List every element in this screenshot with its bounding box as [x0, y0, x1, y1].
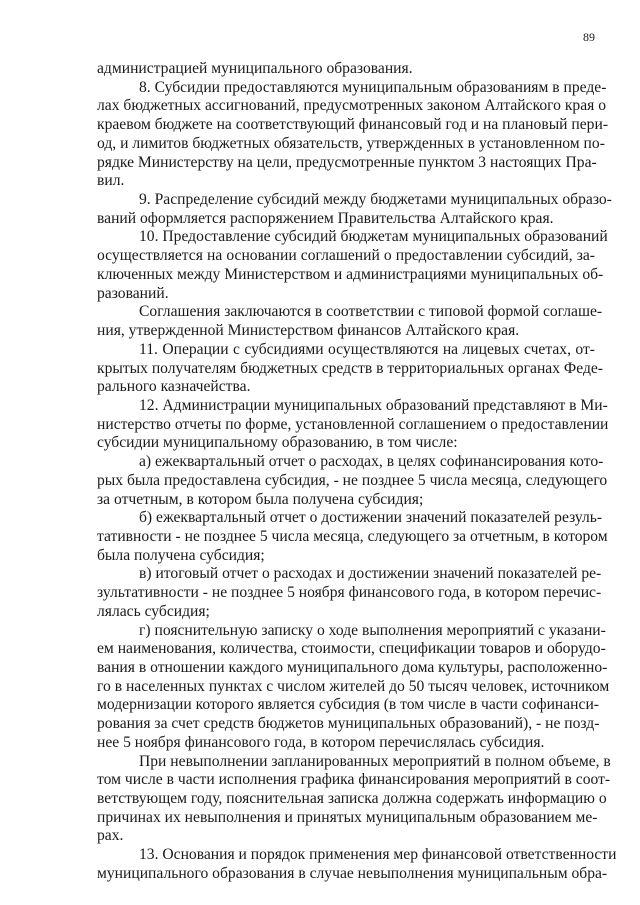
- text-line: Соглашения заключаются в соответствии с типовой формой соглаше-: [139, 303, 603, 321]
- text-line: ваний оформляется распоряжением Правительства Алтайского края.: [97, 209, 554, 227]
- text-line: осуществляется на основании соглашений о предоставлении субсидий, за-: [97, 247, 595, 265]
- page-number: 89: [583, 30, 595, 44]
- text-line: ем наименования, количества, стоимости, спецификации товаров и оборудо-: [97, 640, 606, 658]
- text-line: од, и лимитов бюджетных обязательств, утвержденных в установленном по-: [97, 134, 605, 152]
- text-line: рального казначейства.: [97, 378, 251, 396]
- text-line: муниципального образования в случае невыполнения муниципальным обра-: [97, 864, 608, 882]
- text-line: модернизации которого является субсидия (в том числе в части софинанси-: [97, 696, 599, 714]
- text-line: 11. Операции с субсидиями осуществляются на лицевых счетах, от-: [139, 340, 595, 358]
- text-line: 8. Субсидии предоставляются муниципальным образованиям в преде-: [139, 78, 607, 96]
- text-line: тативности - не позднее 5 числа месяца, следующего за отчетным, в котором: [97, 527, 608, 545]
- text-line: б) ежеквартальный отчет о достижении значений показателей резуль-: [139, 509, 603, 527]
- text-line: а) ежеквартальный отчет о расходах, в целях софинансирования кото-: [139, 453, 604, 471]
- text-line: г) пояснительную записку о ходе выполнения мероприятий с указани-: [139, 621, 606, 639]
- text-line: разований.: [97, 284, 169, 302]
- text-line: вания в отношении каждого муниципального дома культуры, расположенно-: [97, 659, 608, 676]
- text-line: в) итоговый отчет о расходах и достижении значений показателей ре-: [139, 565, 602, 583]
- text-line: лах бюджетных ассигнований, предусмотренных законом Алтайского края о: [97, 97, 607, 115]
- text-line: ния, утвержденной Министерством финансов Алтайского края.: [97, 322, 520, 340]
- text-line: субсидии муниципальному образованию, в том числе:: [97, 434, 458, 452]
- text-line: 12. Администрации муниципальных образований представляют в Ми-: [139, 396, 608, 414]
- text-line: 10. Предоставление субсидий бюджетам муниципальных образований: [139, 228, 608, 246]
- text-line: краевом бюджете на соответствующий финансовый год и на плановый пери-: [97, 116, 609, 134]
- text-line: 9. Распределение субсидий между бюджетами муниципальных образо-: [139, 191, 612, 209]
- document-body: [97, 60, 617, 884]
- text-line: го в населенных пунктах с числом жителей до 50 тысяч человек, источником: [97, 677, 610, 695]
- text-line: за отчетным, в котором была получена субсидия;: [97, 490, 424, 508]
- text-line: нистерство отчеты по форме, установленной соглашением о предоставлении: [97, 415, 609, 433]
- text-line: вил.: [97, 172, 125, 190]
- text-line: При невыполнении запланированных мероприятий в полном объеме, в: [139, 752, 611, 770]
- text-line: рования за счет средств бюджетов муниципальных образований), - не позд-: [97, 715, 600, 733]
- text-line: крытых получателям бюджетных средств в территориальных органах Феде-: [97, 359, 603, 377]
- text-line: рых была предоставлена субсидия, - не позднее 5 числа месяца, следующего: [97, 471, 608, 489]
- text-line: администрацией муниципального образования.: [97, 60, 413, 77]
- text-line: том числе в части исполнения графика финансирования мероприятий в соот-: [97, 771, 611, 789]
- text-line: рах.: [97, 827, 124, 845]
- text-line: причинах их невыполнения и принятых муниципальным образованием ме-: [97, 808, 598, 826]
- text-line: зультативности - не позднее 5 ноября финансового года, в котором перечис-: [97, 584, 602, 602]
- text-line: 13. Основания и порядок применения мер финансовой ответственности: [139, 846, 617, 864]
- text-line: ветствующем году, пояснительная записка должна содержать информацию о: [97, 790, 607, 808]
- text-line: ключенных между Министерством и администрациями муниципальных об-: [97, 265, 604, 283]
- text-line: была получена субсидия;: [97, 546, 265, 564]
- text-line: рядке Министерству на цели, предусмотренные пунктом 3 настоящих Пра-: [97, 153, 597, 171]
- text-line: нее 5 ноября финансового года, в котором перечислялась субсидия.: [97, 733, 545, 751]
- text-line: лялась субсидия;: [97, 602, 210, 620]
